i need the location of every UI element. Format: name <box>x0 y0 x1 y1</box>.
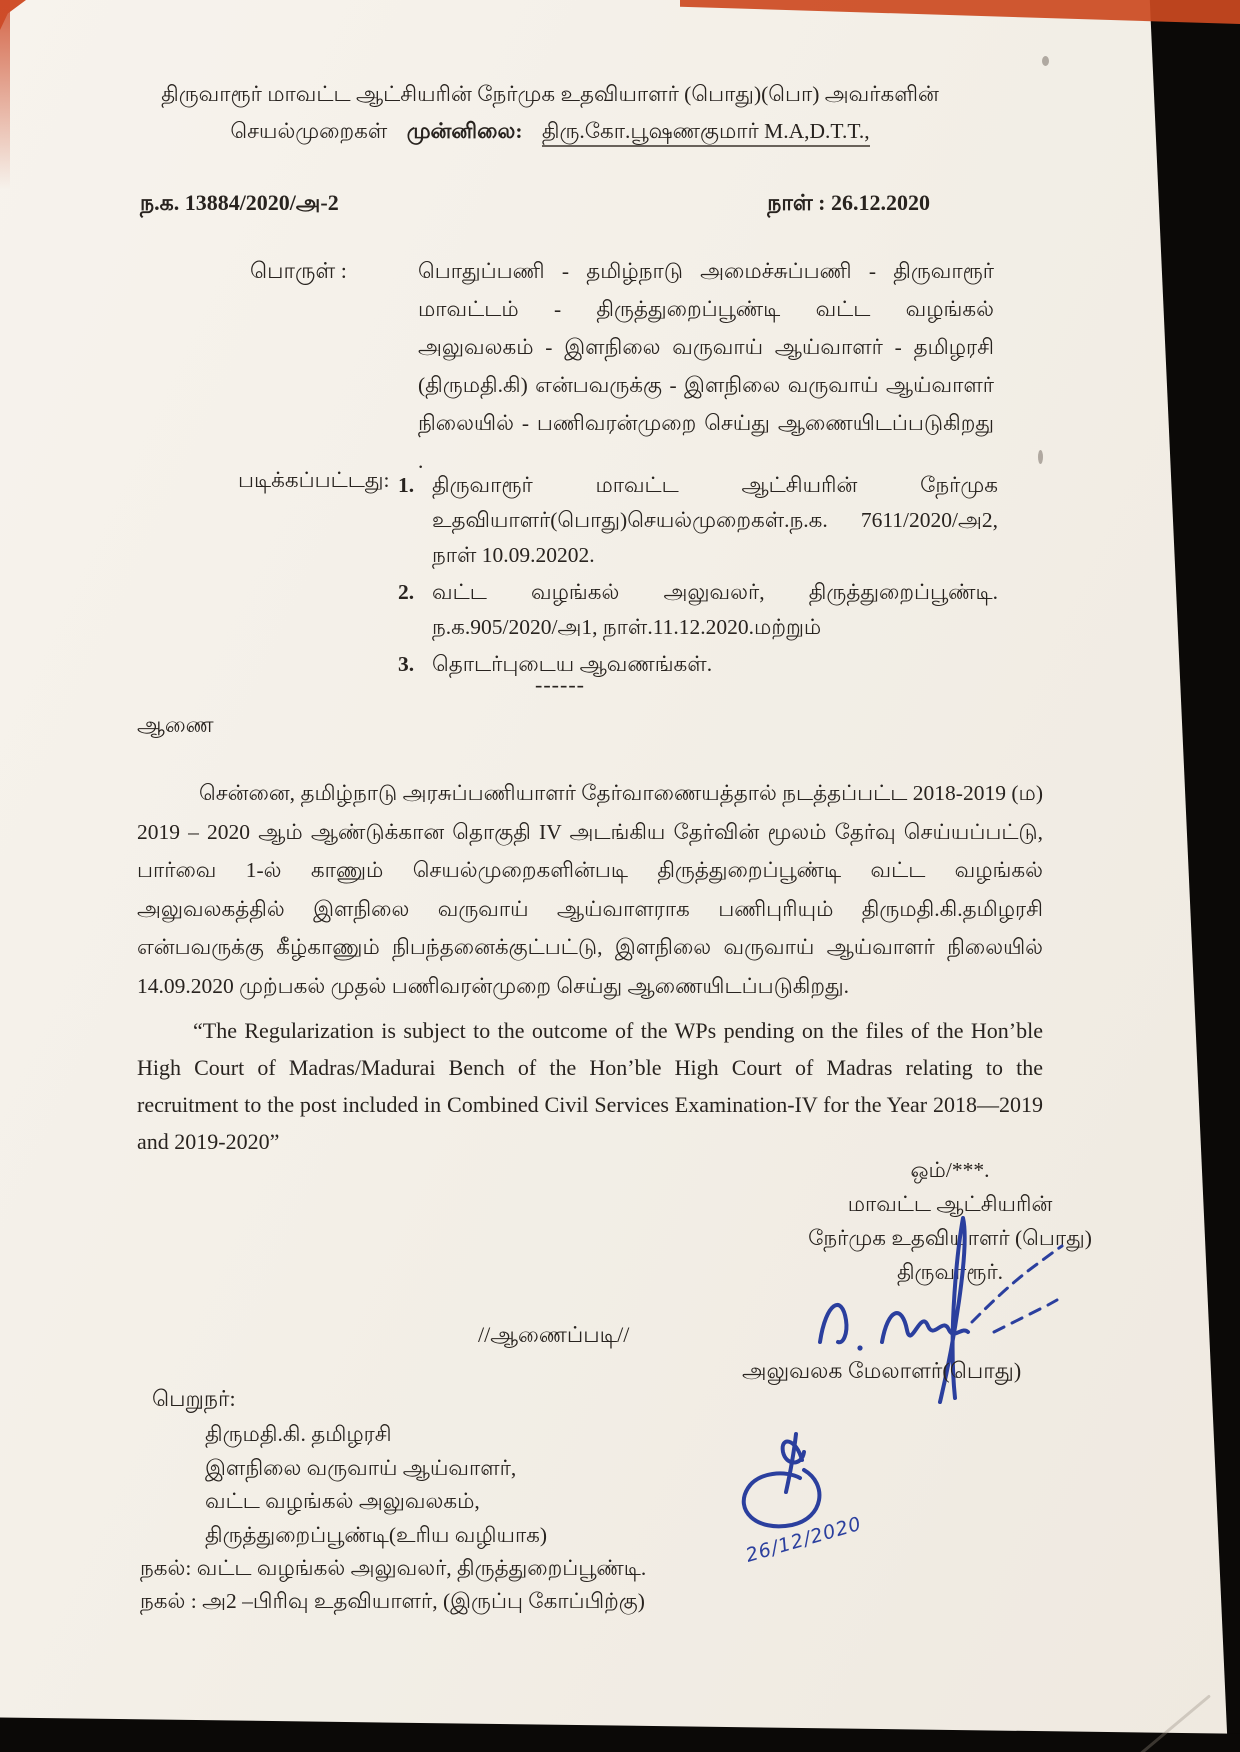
officer-name: திரு.கோ.பூஷணகுமார் M.A,D.T.T., <box>542 119 870 147</box>
by-order-note: //ஆணைப்படி// <box>478 1322 630 1347</box>
recipient-designation: இளநிலை வருவாய் ஆய்வாளர், <box>205 1455 517 1480</box>
order-paragraph: சென்னை, தமிழ்நாடு அரசுப்பணியாளர் தேர்வாணையத்தால் நடத்தப்பட்ட 2018-2019 (ம) 2019 – 2020 ஆம் ஆண்டுக்கான தொகுதி IV அடங்கிய தேர்வின் மூலம் தேர்வு செய்யப்பட்டு, பார்வை 1-ல் காணும் செயல்முறைகளின்படி திருத்துறைப்பூண்டி வட்ட வழங்கல் அலுவலகத்தில் இளநிலை வருவாய் ஆய்வாளராக பணிபுரியும் திருமதி.கி.தமிழரசி என்பவருக்கு கீழ்காணும் நிபந்தனைக்குட்பட்டு, இளநிலை வருவாய் ஆய்வாளர் நிலையில் 14.09.2020 முற்பகல் முதல் பணிவரன்முறை செய்து ஆணையிடப்படுகிறது. <box>137 781 1043 998</box>
reference-row <box>140 190 930 219</box>
read-item <box>398 468 998 573</box>
recipient-office: வட்ட வழங்கல் அலுவலகம், <box>205 1489 480 1513</box>
read-list <box>398 468 998 684</box>
scan-red-strip-left <box>0 0 10 190</box>
office-manager-designation: அலுவலக மேலாளர்(பொது) <box>742 1358 1022 1383</box>
signatory-title-line1: மாவட்ட ஆட்சியரின் <box>847 1192 1053 1216</box>
read-item-number: 2. <box>398 580 415 604</box>
copy-to-list <box>140 1552 646 1618</box>
read-item-number: 3. <box>398 652 415 676</box>
read-item-text: தொடர்புடைய ஆவணங்கள். <box>432 652 713 676</box>
scan-black-edge-right <box>1130 0 1240 1752</box>
scan-red-streak-top <box>680 0 1240 24</box>
acknowledgement-signature-ink <box>690 1430 900 1580</box>
copy-line: நகல் : அ2 –பிரிவு உதவியாளர், (இருப்பு கோப்பிற்கு) <box>140 1589 645 1613</box>
header-proceedings: செயல்முறைகள் <box>230 119 388 143</box>
subject-text: பொதுப்பணி - தமிழ்நாடு அமைச்சுப்பணி - திருவாரூர் மாவட்டம் - திருத்துறைப்பூண்டி வட்ட வழங்கல் அலுவலகம் - இளநிலை வருவாய் ஆய்வாளர் - தமிழரசி (திருமதி.கி) என்பவருக்கு - இளநிலை வருவாய் ஆய்வாளர் நிலையில் - பணிவரன்முறை செய்து ஆணையிடப்படுகிறது . <box>418 259 994 473</box>
copy-line: நகல்: வட்ட வழங்கல் அலுவலர், திருத்துறைப்பூண்டி. <box>140 1556 647 1580</box>
scan-black-edge-bottom <box>0 1704 1240 1752</box>
scan-speck <box>1042 56 1049 66</box>
separator-dashes: ------ <box>535 672 585 697</box>
read-item-text: வட்ட வழங்கல் அலுவலர், திருத்துறைப்பூண்டி. ந.க.905/2020/அ1, நாள்.11.12.2020.மற்றும் <box>432 580 998 639</box>
read-item-number: 1. <box>398 473 415 497</box>
read-item <box>398 575 998 645</box>
header-office-line: திருவாரூர் மாவட்ட ஆட்சியரின் நேர்முக உதவியாளர் (பொது)(பொ) அவர்களின் <box>161 82 939 106</box>
order-date: நாள் : 26.12.2020 <box>767 190 930 215</box>
order-heading: ஆணை <box>137 712 214 737</box>
presence-label: முன்னிலை: <box>406 119 523 143</box>
read-item-text: திருவாரூர் மாவட்ட ஆட்சியரின் நேர்முக உதவியாளர்(பொது)செயல்முறைகள்.ந.க. 7611/2020/அ2, நாள் 10.09.20202. <box>432 473 998 567</box>
handwritten-date: 26/12/2020 <box>743 1512 865 1567</box>
read-item <box>398 647 998 682</box>
reference-number: ந.க. 13884/2020/அ-2 <box>140 190 339 215</box>
subject-label: பொருள் : <box>250 258 347 283</box>
recipient-name: திருமதி.கி. தமிழரசி <box>205 1422 392 1446</box>
attestation-mark: ஒம்/***. <box>910 1158 990 1182</box>
read-label: படிக்கப்பட்டது: <box>238 468 390 492</box>
letter-header <box>135 76 965 150</box>
header-presence-line <box>135 113 965 150</box>
english-condition-paragraph: “The Regularization is subject to the outcome of the WPs pending on the files of the Hon’ble High Court of Madras/Madurai Bench of the Hon’ble High Court of Madras relating to the recruitment to the post included in Combined Civil Services Examination-IV for the Year 2018—2019 and 2019-2020” <box>137 1018 1043 1154</box>
recipient-address <box>205 1418 547 1552</box>
signatory-place: திருவாரூர். <box>896 1260 1004 1284</box>
recipient-place: திருத்துறைப்பூண்டி(உரிய வழியாக) <box>205 1522 548 1547</box>
signatory-title-line2: நேர்முக உதவியாளர் (பொது) <box>808 1226 1092 1250</box>
recipient-label: பெறுநர்: <box>152 1386 236 1411</box>
scan-speck <box>1038 450 1043 464</box>
